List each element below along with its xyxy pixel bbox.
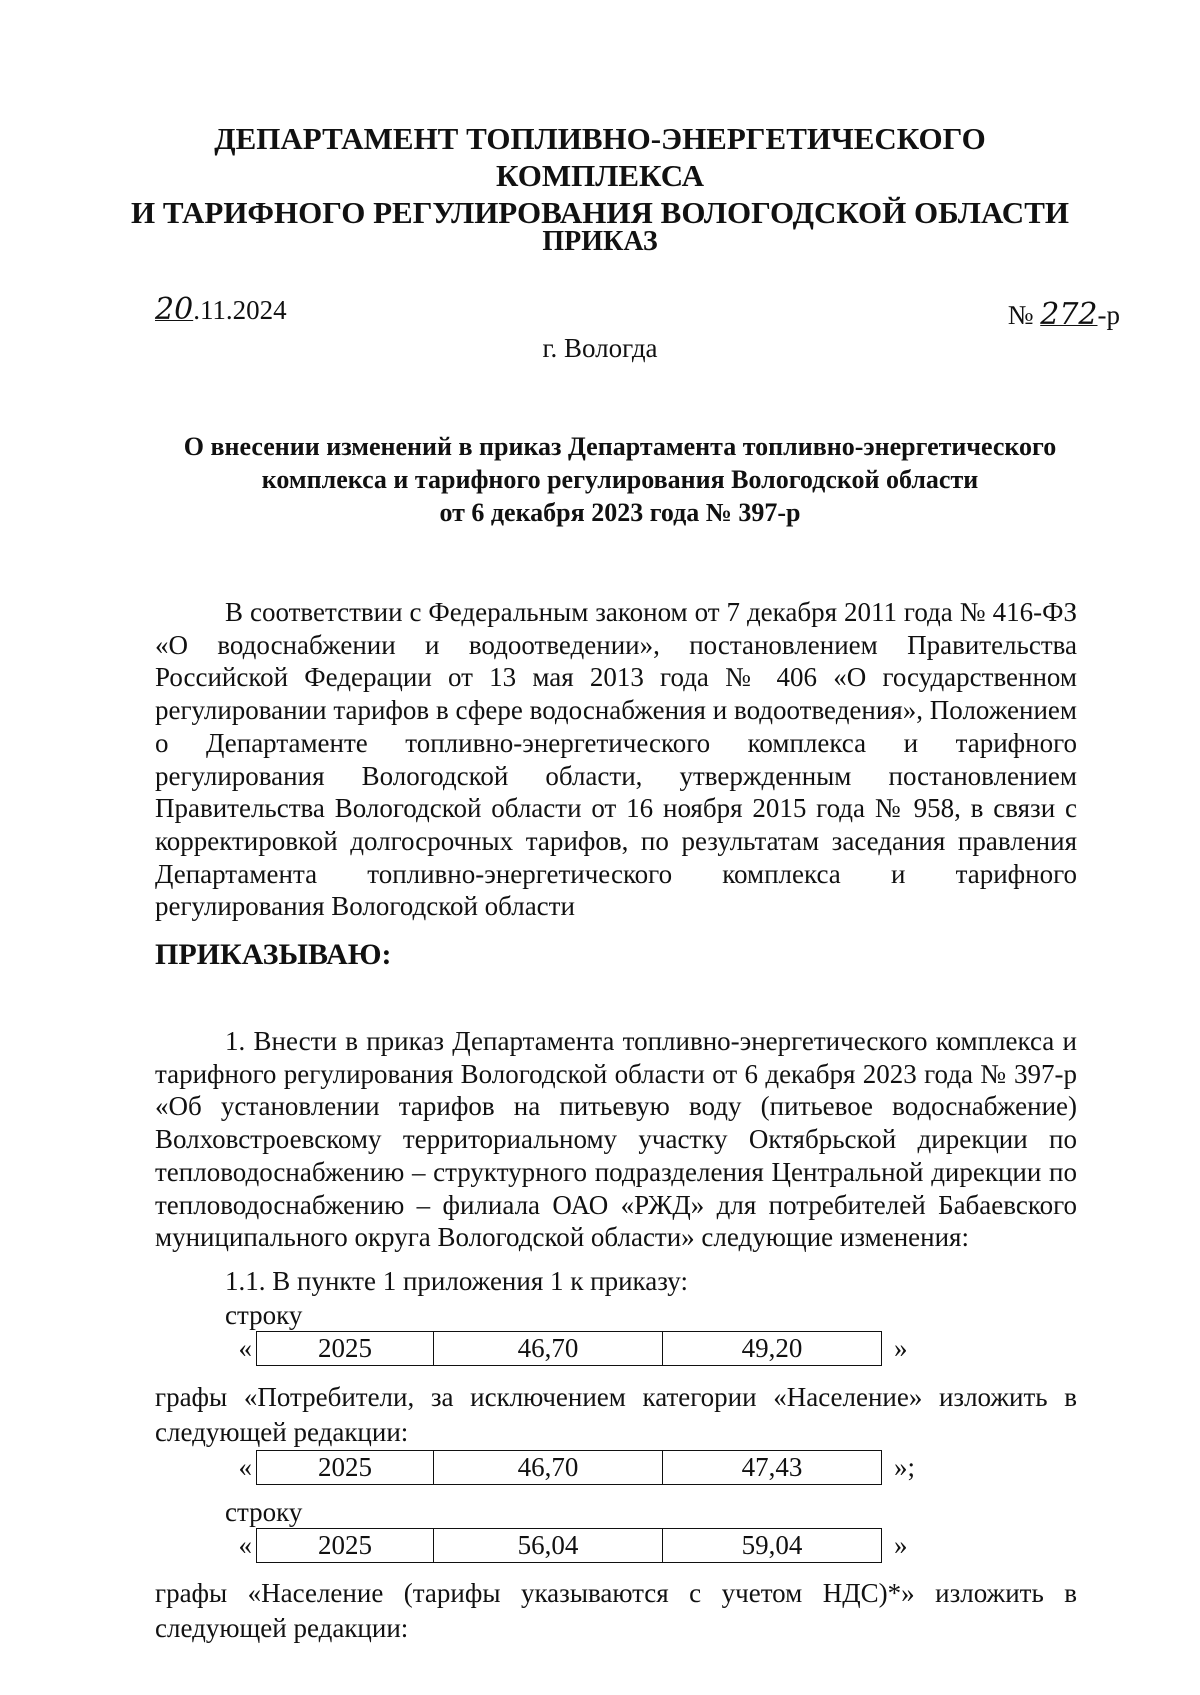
- date-month-year: .11.2024: [193, 295, 287, 325]
- number-suffix: -р: [1097, 300, 1120, 330]
- cell-value-1: 56,04: [434, 1529, 663, 1562]
- department-header-line1: ДЕПАРТАМЕНТ ТОПЛИВНО-ЭНЕРГЕТИЧЕСКОГО КОМПЛЕКСА: [214, 121, 986, 193]
- quote-close: »: [894, 1333, 908, 1363]
- department-header: [120, 120, 1080, 231]
- item-1-1: 1.1. В пункте 1 приложения 1 к приказу:: [225, 1266, 688, 1296]
- cell-value-1: 46,70: [434, 1451, 663, 1484]
- item-1-paragraph: 1. Внести в приказ Департамента топливно-энергетического комплекса и тарифного регулирования Вологодской области от 6 декабря 2023 года № 397-р «Об установлении тарифов на питьевую воду (питьевое водоснабжение) Волховстроевскому территориальному участку Октябрьской дирекции по тепловодоснабжению – структурного подразделения Центральной дирекции по тепловодоснабжению – филиала ОАО «РЖД» для потребителей Бабаевского муниципального округа Вологодской области» следующие изменения:: [155, 1026, 1077, 1253]
- subject-line1: О внесении изменений в приказ Департамента топливно-энергетического: [183, 432, 1057, 461]
- order-subject: [150, 430, 1090, 529]
- cell-value-2: 59,04: [741, 1530, 803, 1560]
- quote-close: »;: [894, 1452, 916, 1482]
- number-prefix: №: [1007, 300, 1041, 330]
- preamble-paragraph: В соответствии с Федеральным законом от 7 декабря 2011 года № 416-ФЗ «О водоснабжении и водоотведении», постановлением Правительства Российской Федерации от 13 мая 2013 года № 406 «О государственном регулировании тарифов в сфере водоснабжения и водоотведения», Положением о Департаменте топливно-энергетического комплекса и тарифного регулирования Вологодской области, утвержденным постановлением Правительства Вологодской области от 16 ноября 2015 года № 958, в связи с корректировкой долгосрочных тарифов, по результатам заседания правления Департамента топливно-энергетического комплекса и тарифного регулирования Вологодской области: [155, 597, 1077, 922]
- quote-open: «: [238, 1530, 252, 1560]
- quote-open: «: [238, 1333, 252, 1363]
- order-title: ПРИКАЗ: [542, 226, 658, 257]
- cell-value-2: 49,20: [741, 1333, 803, 1363]
- tariff-table: [256, 1528, 882, 1563]
- column-1-text-line1: графы «Потребители, за исключением категории «Население» изложить в: [155, 1382, 1077, 1412]
- table-row: [230, 1528, 908, 1563]
- tariff-table: [256, 1331, 882, 1366]
- handwritten-day: 20: [155, 292, 194, 327]
- subject-line3: от 6 декабря 2023 года № 397-р: [439, 498, 801, 527]
- row-label-2: строку: [225, 1497, 303, 1527]
- tariff-table: [256, 1450, 882, 1485]
- command-word: ПРИКАЗЫВАЮ:: [155, 938, 392, 971]
- department-header-line2: И ТАРИФНОГО РЕГУЛИРОВАНИЯ ВОЛОГОДСКОЙ ОБЛАСТИ: [131, 195, 1069, 230]
- column-2-text-line1: графы «Население (тарифы указываются с учетом НДС)*» изложить в: [155, 1578, 1077, 1608]
- table-row: [230, 1450, 915, 1485]
- table-row: [230, 1331, 908, 1366]
- handwritten-number: 272: [1040, 297, 1098, 332]
- column-1-text-line2: следующей редакции:: [155, 1417, 409, 1447]
- order-number: [1008, 297, 1120, 332]
- quote-close: »: [894, 1530, 908, 1560]
- row-label-1: строку: [225, 1300, 303, 1330]
- cell-value-1: 46,70: [434, 1332, 663, 1365]
- cell-year: 2025: [257, 1332, 434, 1365]
- city: г. Вологда: [542, 333, 658, 363]
- subject-line2: комплекса и тарифного регулирования Вологодской области: [261, 465, 979, 494]
- order-date: [155, 292, 287, 327]
- cell-year: 2025: [257, 1451, 434, 1484]
- quote-open: «: [238, 1452, 252, 1482]
- column-2-text-line2: следующей редакции:: [155, 1613, 409, 1643]
- cell-value-2: 47,43: [741, 1452, 803, 1482]
- cell-year: 2025: [257, 1529, 434, 1562]
